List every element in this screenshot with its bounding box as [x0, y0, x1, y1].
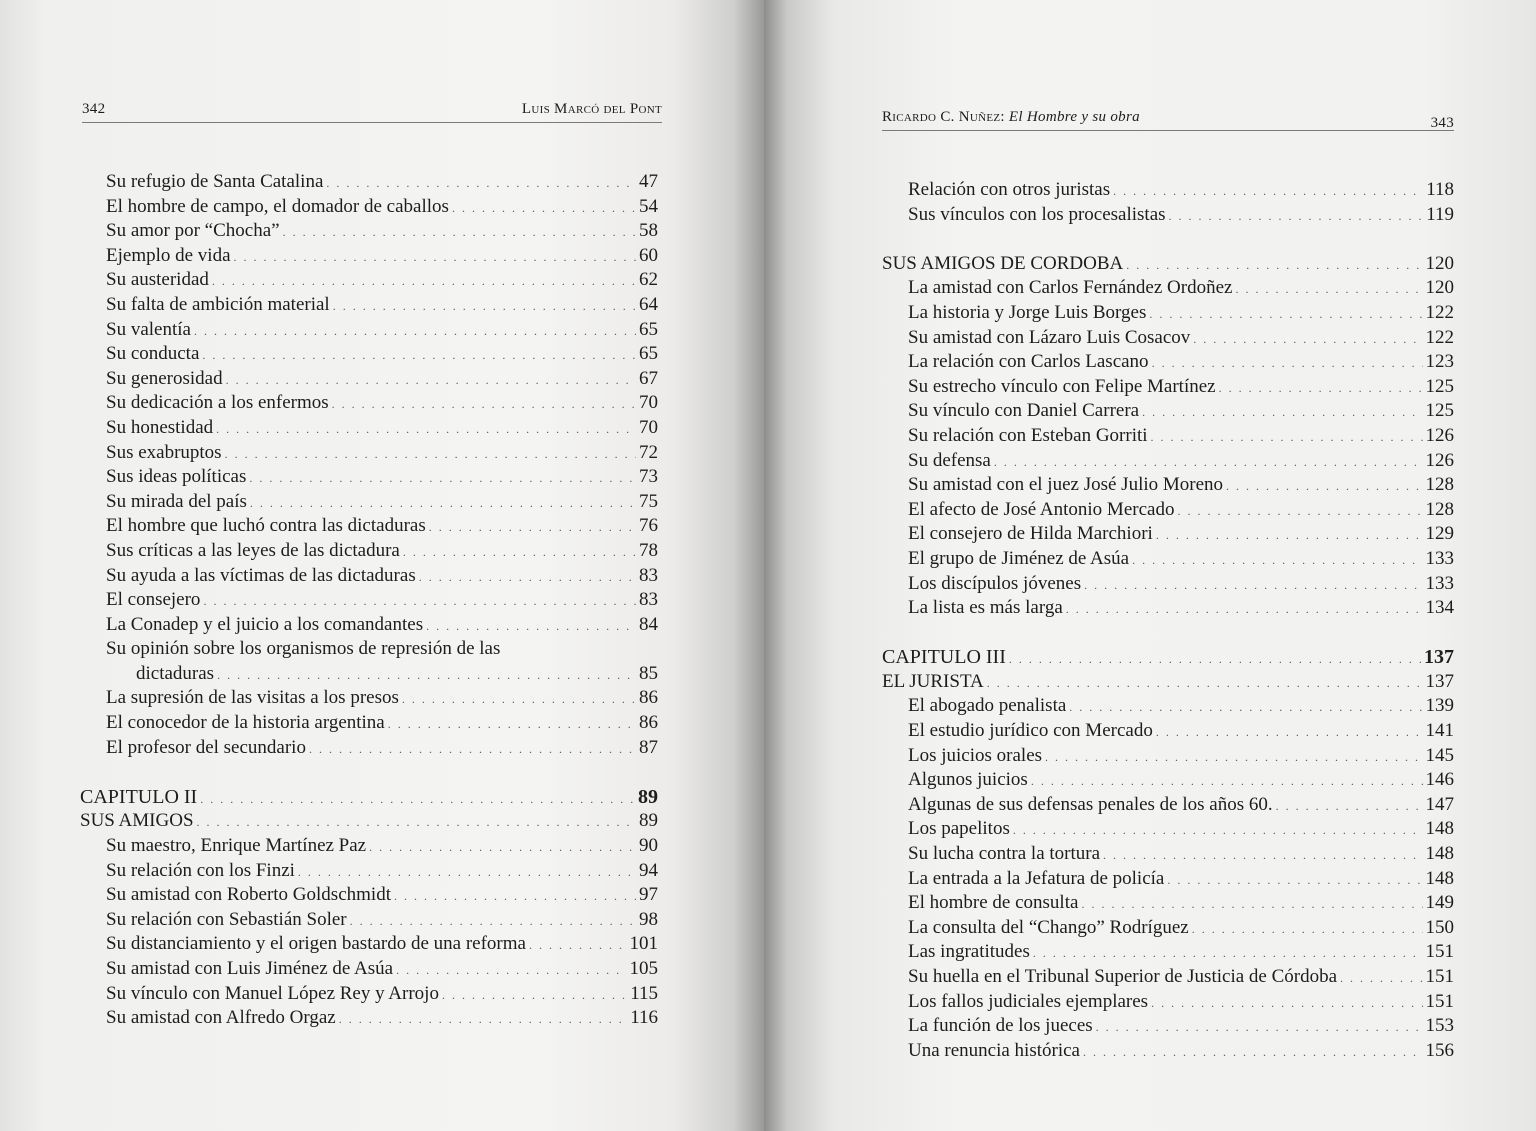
section-page: 120 [1425, 252, 1454, 274]
toc-entry [80, 859, 658, 884]
toc-entry-page: 123 [1425, 351, 1454, 373]
dot-leader [225, 442, 636, 467]
dot-leader [1103, 843, 1422, 868]
toc-entry-label: Su relación con Sebastián Soler [106, 908, 347, 930]
toc-entry [80, 367, 658, 392]
toc-entry-label: El consejero de Hilda Marchiori [908, 523, 1153, 545]
toc-entry [882, 498, 1454, 523]
toc-entry-page: 118 [1426, 179, 1454, 200]
toc-entry-page: 73 [639, 466, 658, 488]
dot-leader [1193, 327, 1422, 352]
toc-entry [80, 588, 658, 613]
toc-entry-label: Relación con otros juristas [908, 179, 1111, 200]
toc-entry-label: Su amistad con Roberto Goldschmidt [106, 884, 391, 906]
toc-entry-label: El afecto de José Antonio Mercado [908, 498, 1175, 520]
toc-entry-label: Su amistad con Alfredo Orgaz [106, 1007, 336, 1029]
toc-entry-label: Su defensa [908, 449, 991, 471]
dot-leader [1013, 818, 1423, 843]
toc-entry-page: 116 [630, 1007, 658, 1029]
toc-entry-page: 133 [1425, 547, 1454, 569]
toc-entry-page: 64 [639, 293, 658, 315]
dot-leader [1156, 720, 1423, 745]
toc-entry-label: Su distanciamiento y el origen bastardo de una reforma [106, 933, 526, 955]
toc-entry-label: Su estrecho vínculo con Felipe Martínez [908, 375, 1216, 397]
toc-entry-page: 133 [1425, 572, 1454, 594]
toc-entry [80, 465, 658, 490]
toc-entry-label: La Conadep y el juicio a los comandantes [106, 613, 424, 635]
toc-entry [882, 694, 1454, 719]
toc-entry-page: 147 [1425, 793, 1454, 815]
dot-leader [200, 787, 635, 812]
toc-entry-label: Algunas de sus defensas penales de los años 60. [908, 793, 1273, 815]
toc-entry [882, 301, 1454, 326]
toc-entry [882, 350, 1454, 375]
toc-entry-page: 94 [639, 859, 658, 881]
toc-entry-label: Su opinión sobre los organismos de represión de las [106, 638, 501, 660]
toc-entry [80, 637, 658, 686]
toc-entry-label: Su mirada del país [106, 490, 247, 512]
toc-entry-page: 78 [639, 539, 658, 561]
dot-leader [429, 515, 636, 540]
toc-entry [882, 424, 1454, 449]
toc-entry-label: Sus exabruptos [106, 441, 222, 463]
dot-leader [1151, 425, 1423, 450]
dot-leader [1226, 474, 1422, 499]
toc-entry-label: Las ingratitudes [908, 941, 1030, 963]
toc-entry-label: Los papelitos [908, 818, 1010, 840]
toc-entry-page: 90 [639, 835, 658, 857]
toc-entry-page: 65 [639, 318, 658, 340]
dot-leader [994, 450, 1423, 475]
dot-leader [1132, 548, 1422, 573]
dot-leader [1031, 769, 1423, 794]
toc-entry-page: 148 [1425, 843, 1454, 865]
toc-entry-label: Su amor por “Chocha” [106, 220, 280, 242]
toc-entry-page: 125 [1425, 375, 1454, 397]
toc-entry-page: 153 [1425, 1015, 1454, 1037]
chapter-title: CAPITULO II [80, 785, 198, 808]
toc-entry [80, 686, 658, 711]
toc-entry-page: 47 [639, 171, 658, 192]
toc-entry [80, 908, 658, 933]
toc-entry [80, 268, 658, 293]
toc-entry [882, 867, 1454, 892]
toc-entry-label: La lista es más larga [908, 597, 1063, 619]
toc-entry [882, 842, 1454, 867]
toc-entry-label: Su lucha contra la tortura [908, 843, 1101, 865]
dot-leader [1167, 868, 1422, 893]
left-page [0, 0, 764, 1131]
toc-entry [882, 276, 1454, 301]
running-title-work: El Hombre y su obra [1008, 109, 1140, 125]
toc-entry [882, 178, 1454, 203]
dot-leader [987, 671, 1423, 696]
dot-leader [1081, 892, 1422, 917]
dot-leader [217, 663, 636, 688]
toc-entry-label: Su vínculo con Daniel Carrera [908, 400, 1140, 422]
chapter-heading [80, 785, 658, 810]
toc-entry-label-cont: dictaduras [136, 662, 215, 684]
toc-entry-label: La historia y Jorge Luis Borges [908, 301, 1147, 323]
toc-entry-page: 75 [639, 490, 658, 512]
dot-leader [1219, 376, 1423, 401]
toc-entry [882, 940, 1454, 965]
toc-entry-page: 128 [1425, 498, 1454, 520]
toc-entry-page: 128 [1425, 474, 1454, 496]
toc-entry [882, 203, 1454, 228]
toc-entry-page: 150 [1425, 916, 1454, 938]
toc-entry-page: 60 [639, 244, 658, 266]
toc-entry-label: Los discípulos jóvenes [908, 572, 1082, 594]
toc-entry-label: Ejemplo de vida [106, 244, 231, 266]
toc-entry-page: 86 [639, 687, 658, 709]
dot-leader [333, 294, 636, 319]
dot-leader [1151, 991, 1422, 1016]
dot-leader [426, 614, 636, 639]
dot-leader [1069, 695, 1422, 720]
toc-entry [80, 219, 658, 244]
toc-entry-page: 122 [1425, 326, 1454, 348]
dot-leader [1142, 400, 1422, 425]
toc-entry-label: Su refugio de Santa Catalina [106, 171, 324, 192]
left-toc [80, 170, 658, 1031]
toc-entry-label: El profesor del secundario [106, 736, 306, 758]
dot-leader [1177, 499, 1422, 524]
toc-entry [80, 342, 658, 367]
toc-entry-label: El grupo de Jiménez de Asúa [908, 547, 1130, 569]
toc-entry-label: Sus vínculos con los procesalistas [908, 203, 1166, 225]
toc-entry-page: 148 [1425, 818, 1454, 840]
dot-leader [226, 368, 636, 393]
toc-entry-label: Los fallos judiciales ejemplares [908, 990, 1149, 1012]
dot-leader [309, 737, 636, 762]
dot-leader [1113, 179, 1423, 204]
toc-entry [882, 449, 1454, 474]
dot-leader [1169, 204, 1424, 229]
toc-entry-label: Su amistad con el juez José Julio Moreno [908, 474, 1224, 496]
dot-leader [1009, 647, 1421, 672]
dot-leader [1276, 794, 1423, 819]
toc-entry-page: 101 [629, 933, 658, 955]
toc-entry-label: Su austeridad [106, 269, 209, 291]
dot-leader [250, 491, 636, 516]
toc-entry-page: 134 [1425, 597, 1454, 619]
toc-entry [80, 539, 658, 564]
section-heading [80, 809, 658, 834]
toc-entry [882, 990, 1454, 1015]
dot-leader [403, 540, 636, 565]
dot-leader [216, 417, 636, 442]
dot-leader [326, 171, 636, 196]
chapter-heading [882, 645, 1454, 670]
toc-entry [882, 965, 1454, 990]
toc-entry-page: 72 [639, 441, 658, 463]
toc-entry-label: Su amistad con Luis Jiménez de Asúa [106, 958, 394, 979]
toc-entry [80, 613, 658, 638]
toc-entry-label: Su conducta [106, 343, 200, 365]
toc-entry-page: 65 [639, 343, 658, 365]
dot-leader [396, 958, 626, 983]
dot-leader [1083, 1040, 1423, 1065]
toc-entry-page: 85 [639, 662, 658, 684]
toc-entry [882, 326, 1454, 351]
toc-entry [882, 719, 1454, 744]
toc-entry-label: Su relación con los Finzi [106, 859, 295, 881]
toc-entry [882, 522, 1454, 547]
toc-entry [882, 817, 1454, 842]
left-running-head [82, 96, 662, 123]
toc-entry-page: 115 [630, 982, 658, 1004]
toc-entry [882, 572, 1454, 597]
right-toc [882, 178, 1454, 1063]
toc-entry [80, 244, 658, 269]
toc-entry [882, 596, 1454, 621]
toc-entry [882, 1014, 1454, 1039]
toc-entry [80, 318, 658, 343]
dot-leader [1156, 523, 1423, 548]
toc-entry-label: Su maestro, Enrique Martínez Paz [106, 835, 367, 857]
toc-entry-page: 84 [639, 613, 658, 635]
toc-entry-page: 70 [639, 392, 658, 414]
toc-entry-page: 105 [629, 958, 658, 979]
dot-leader [1126, 253, 1422, 278]
section-title: EL JURISTA [882, 670, 984, 692]
toc-entry-label: El abogado penalista [908, 695, 1067, 717]
dot-leader [419, 565, 636, 590]
toc-entry-label: Su huella en el Tribunal Superior de Justicia de Córdoba [908, 966, 1338, 987]
toc-entry-label: Una renuncia histórica [908, 1039, 1080, 1061]
toc-entry-page: 98 [639, 908, 658, 930]
dot-leader [442, 983, 627, 1008]
toc-entry-page: 87 [639, 736, 658, 758]
dot-leader [332, 392, 636, 417]
toc-entry-page: 151 [1425, 941, 1454, 963]
toc-entry-label: Su valentía [106, 318, 191, 340]
toc-entry [882, 375, 1454, 400]
toc-entry [80, 391, 658, 416]
toc-entry [80, 982, 658, 1007]
toc-entry-page: 145 [1425, 744, 1454, 766]
dot-leader [203, 589, 636, 614]
toc-entry [80, 883, 658, 908]
dot-leader [212, 269, 636, 294]
toc-entry-page: 139 [1425, 695, 1454, 717]
toc-entry [80, 736, 658, 761]
toc-entry [882, 1039, 1454, 1064]
toc-entry-page: 151 [1425, 966, 1454, 987]
toc-entry [882, 744, 1454, 769]
toc-entry-page: 97 [639, 884, 658, 906]
toc-entry-label: Los juicios orales [908, 744, 1043, 766]
dot-leader [1235, 277, 1422, 302]
toc-entry-label: Su dedicación a los enfermos [106, 392, 329, 414]
toc-entry-page: 129 [1425, 523, 1454, 545]
dot-leader [1084, 573, 1422, 598]
dot-leader [249, 466, 636, 491]
toc-entry-page: 120 [1425, 277, 1454, 299]
section-title: SUS AMIGOS DE CORDOBA [882, 252, 1124, 274]
dot-leader [1045, 745, 1422, 770]
toc-entry-label: El hombre de consulta [908, 892, 1079, 914]
toc-entry-label: Algunos juicios [908, 769, 1028, 791]
right-page [764, 0, 1536, 1131]
toc-entry [882, 793, 1454, 818]
right-page-number: 343 [1430, 115, 1454, 131]
toc-entry-page: 126 [1425, 424, 1454, 446]
chapter-page: 137 [1424, 646, 1454, 669]
toc-entry [882, 891, 1454, 916]
toc-entry [80, 170, 658, 195]
toc-entry-page: 83 [639, 564, 658, 586]
toc-entry-label: Su ayuda a las víctimas de las dictaduras [106, 564, 416, 586]
toc-entry [80, 1006, 658, 1031]
toc-entry [882, 547, 1454, 572]
dot-leader [1066, 597, 1423, 622]
toc-entry-page: 125 [1425, 400, 1454, 422]
dot-leader [388, 712, 636, 737]
toc-entry-label: La consulta del “Chango” Rodríguez [908, 916, 1189, 938]
toc-entry-label: La entrada a la Jefatura de policía [908, 867, 1165, 889]
toc-entry-page: 54 [639, 195, 658, 217]
dot-leader [402, 687, 636, 712]
toc-entry-label: La función de los jueces [908, 1015, 1093, 1037]
running-title-author: Ricardo C. Nuñez: [882, 109, 1005, 125]
toc-entry-label: Su amistad con Lázaro Luis Cosacov [908, 326, 1191, 348]
toc-entry-page: 70 [639, 416, 658, 438]
dot-leader [452, 196, 636, 221]
toc-entry [80, 416, 658, 441]
dot-leader [1152, 351, 1423, 376]
left-page-number: 342 [82, 101, 106, 117]
toc-entry-label: La amistad con Carlos Fernández Ordoñez [908, 277, 1233, 299]
dot-leader [529, 933, 627, 958]
toc-entry [80, 711, 658, 736]
toc-entry-page: 58 [639, 220, 658, 242]
toc-entry-page: 83 [639, 589, 658, 611]
toc-entry [80, 514, 658, 539]
dot-leader [394, 884, 636, 909]
section-title: SUS AMIGOS [80, 810, 194, 832]
toc-entry [80, 441, 658, 466]
toc-entry-label: El estudio jurídico con Mercado [908, 720, 1153, 742]
toc-entry-page: 119 [1426, 203, 1454, 225]
dot-leader [1033, 941, 1423, 966]
toc-entry-page: 149 [1425, 892, 1454, 914]
toc-entry [80, 834, 658, 859]
dot-leader [197, 810, 636, 835]
dot-leader [234, 245, 636, 270]
dot-leader [1096, 1015, 1423, 1040]
toc-entry [80, 490, 658, 515]
dot-leader [298, 860, 636, 885]
toc-entry [80, 957, 658, 982]
toc-entry-page: 62 [639, 269, 658, 291]
dot-leader [1192, 917, 1423, 942]
toc-entry-label: La supresión de las visitas a los presos [106, 687, 399, 709]
dot-leader [1340, 966, 1422, 991]
toc-entry-label: El consejero [106, 589, 201, 611]
toc-entry [882, 399, 1454, 424]
chapter-title: CAPITULO III [882, 646, 1006, 669]
toc-entry [882, 768, 1454, 793]
dot-leader [1149, 302, 1422, 327]
toc-entry-label: Su relación con Esteban Gorriti [908, 424, 1148, 446]
right-running-title [882, 109, 1140, 126]
toc-entry [80, 564, 658, 589]
toc-entry-page: 156 [1425, 1039, 1454, 1061]
toc-entry-page: 148 [1425, 867, 1454, 889]
toc-entry [80, 932, 658, 957]
section-heading [882, 252, 1454, 277]
toc-entry-label: Su honestidad [106, 416, 214, 438]
dot-leader [350, 909, 636, 934]
dot-leader [202, 343, 636, 368]
toc-entry-label: Sus críticas a las leyes de las dictadura [106, 539, 400, 561]
toc-entry-label: Su falta de ambición material [106, 293, 330, 315]
dot-leader [339, 1007, 627, 1032]
toc-entry [80, 195, 658, 220]
toc-entry-label: El hombre que luchó contra las dictaduras [106, 515, 426, 537]
toc-entry-page: 67 [639, 367, 658, 389]
toc-entry [882, 473, 1454, 498]
left-running-title: Luis Marcó del Pont [521, 101, 662, 117]
toc-entry-label: Su generosidad [106, 367, 223, 389]
toc-entry-page: 126 [1425, 449, 1454, 471]
toc-entry-page: 141 [1425, 720, 1454, 742]
toc-entry-page: 76 [639, 515, 658, 537]
dot-leader [283, 220, 636, 245]
toc-entry-page: 146 [1425, 769, 1454, 791]
dot-leader [369, 835, 636, 860]
section-page: 89 [639, 810, 658, 832]
toc-entry-page: 86 [639, 712, 658, 734]
toc-entry-page: 151 [1425, 990, 1454, 1012]
section-page: 137 [1425, 670, 1454, 692]
dot-leader [194, 319, 636, 344]
toc-entry-label: El conocedor de la historia argentina [106, 712, 385, 734]
toc-entry-label: El hombre de campo, el domador de caballos [106, 195, 449, 217]
toc-entry-label: La relación con Carlos Lascano [908, 351, 1149, 373]
toc-entry [80, 293, 658, 318]
toc-entry-label: Sus ideas políticas [106, 466, 247, 488]
chapter-page: 89 [638, 785, 658, 808]
toc-entry [882, 916, 1454, 941]
toc-entry-page: 122 [1425, 301, 1454, 323]
section-heading [882, 670, 1454, 695]
right-running-head [882, 104, 1454, 131]
toc-entry-label: Su vínculo con Manuel López Rey y Arrojo [106, 982, 439, 1004]
